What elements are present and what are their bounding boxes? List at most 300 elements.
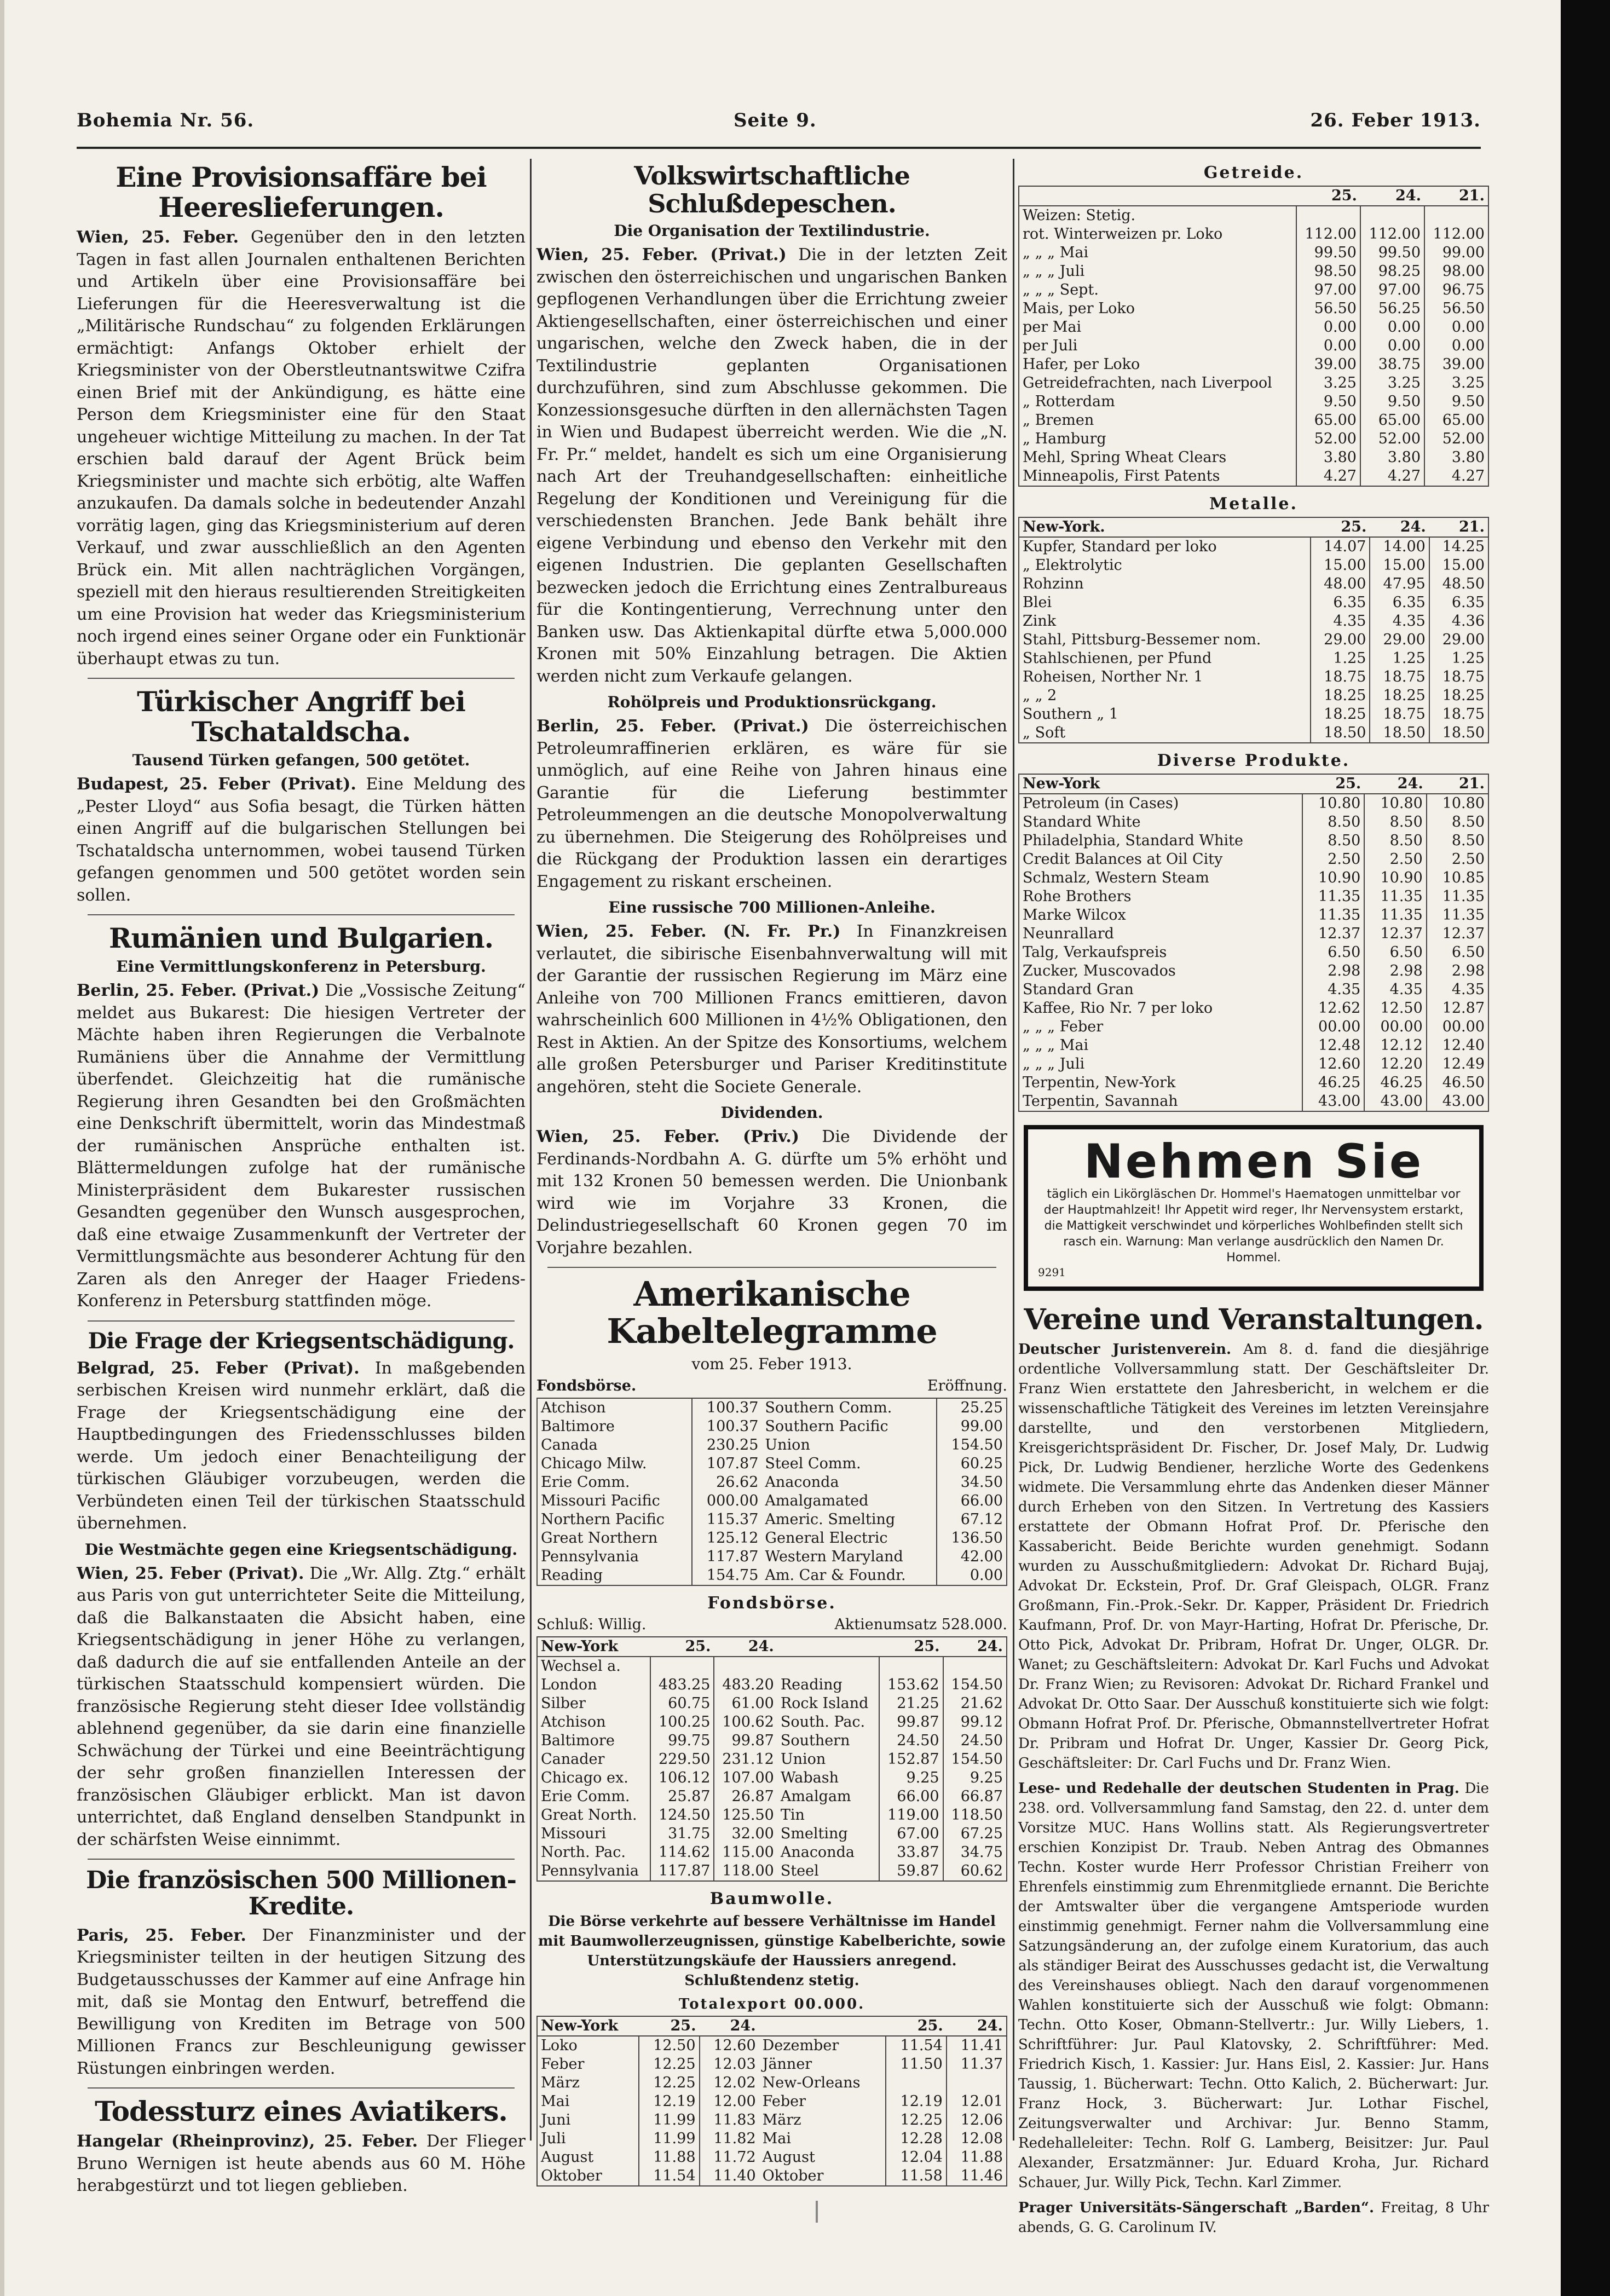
article-body	[77, 1563, 526, 1851]
ad-text: täglich ein Likörgläschen Dr. Hommel's Haematogen unmittelbar vor der Hauptmahlzeit! Ihr Appetit wird reger, Ihr Nervensystem erstarkt, die Mattigkeit verschwindet und körperliches Wohlbefinden stellt sich rasch ein. Warnung: Man verlange ausdrücklich den Namen Dr. Hommel.	[1043, 1187, 1464, 1265]
table-cell: 11.88	[639, 2148, 699, 2167]
table-cell: „ Elektrolytic	[1023, 557, 1122, 574]
table-cell: 12.60	[700, 2036, 759, 2055]
table-cell: South. Pac.	[780, 1713, 865, 1730]
table-row	[538, 2111, 1006, 2130]
table-header-cell	[777, 1637, 879, 1657]
table-row	[538, 1806, 1006, 1825]
table-cell: 61.00	[714, 1694, 777, 1713]
table-row	[1019, 869, 1488, 887]
table-cell: 3.80	[1424, 448, 1488, 467]
table-cell: 24.50	[879, 1732, 943, 1750]
table-row	[538, 1399, 1006, 1417]
table-cell: 11.40	[700, 2167, 759, 2185]
table-cell: 483.20	[714, 1676, 777, 1694]
fonds-table	[538, 1399, 1006, 1585]
table-header-cell: 25.	[1302, 775, 1364, 794]
table-row	[538, 2092, 1006, 2111]
article-subhead: Dividenden.	[720, 1104, 823, 1122]
table-cell	[943, 1657, 1006, 1676]
article-body	[77, 1358, 526, 1535]
table-cell: 21.62	[943, 1694, 1006, 1713]
table-cell: 112.00	[1360, 225, 1424, 244]
table-cell: 153.62	[879, 1676, 943, 1694]
article-subhead: Eine Vermittlungskonferenz in Petersburg.	[116, 957, 486, 976]
fonds2-title: Fondsbörse.	[707, 1593, 836, 1613]
table-header-cell: 24.	[943, 1637, 1006, 1657]
table-cell: 12.06	[947, 2111, 1006, 2130]
diverse-title: Diverse Produkte.	[1157, 751, 1351, 770]
table-row	[1019, 537, 1488, 556]
table-cell: Juli	[541, 2130, 566, 2147]
table-row	[538, 1548, 1006, 1566]
table-cell: 25.87	[650, 1787, 714, 1806]
table-row	[1019, 850, 1488, 869]
table-header-row	[538, 1637, 1006, 1657]
table-cell: Neunrallard	[1023, 925, 1114, 942]
table-cell: Steel Comm.	[765, 1455, 861, 1472]
table-cell: 38.75	[1360, 355, 1424, 374]
table-cell	[777, 1657, 879, 1676]
table-cell: Southern Pacific	[765, 1417, 888, 1435]
table-cell: Smelting	[780, 1825, 848, 1842]
hommel-advertisement	[1024, 1125, 1484, 1291]
table-row	[1019, 962, 1488, 980]
table-cell: 8.50	[1427, 832, 1488, 850]
article-text: Gegenüber den in den letzten Tagen in fast allen Journalen enthaltenen Berichten und Artikeln über eine Provisionsaffäre bei Lieferungen für die Heeresverwaltung ist die „Militärische Rundschau“ zu folgenden Erklärungen ermächtigt: Anfangs Oktober erhielt der Kriegsminister von der Oberstleutnantswitwe Czifra einen Brief mit der Ankündigung, es hätte eine Person dem Kriegsminister eine für den Staat ungeheuer wichtige Mitteilung zu machen. In der Tat erschien bald darauf der Agent Brück beim Kriegsminister und machte sich erbötig, alte Waffen anzukaufen. Da damals solche in bedeutender Anzahl vorrätig lagen, ging das Kriegsministerium auf deren Verkauf, und zwar ausschließlich an den Agenten Brück ein. Mit allen nachträglichen Vorgängen, speziell mit den hieraus resultierenden Streitigkeiten um eine Provision hat weder das Kriegsministerium noch irgend eines seiner Organe oder ein Funktionär überhaupt etwas zu tun.	[77, 228, 526, 668]
table-cell: 11.72	[700, 2148, 759, 2167]
table-cell: Americ. Smelting	[765, 1510, 896, 1528]
table-cell: 26.62	[692, 1473, 761, 1492]
table-row	[1019, 448, 1488, 467]
table-row	[538, 1676, 1006, 1694]
article-subhead: Eine russische 700 Millionen-Anleihe.	[608, 898, 936, 917]
fonds2-stub	[536, 1616, 1007, 1633]
table-cell: 98.00	[1424, 262, 1488, 281]
table-cell: 52.00	[1360, 430, 1424, 448]
table-cell: Juni	[541, 2111, 571, 2128]
article-dateline: Berlin, 25. Feber. (Privat.)	[77, 981, 320, 1000]
table-cell: 56.50	[1424, 299, 1488, 318]
table-cell: 18.25	[1370, 687, 1429, 705]
table-row	[538, 1510, 1006, 1529]
column-1	[77, 159, 526, 2196]
ad-number: 9291	[1038, 1266, 1066, 1279]
table-cell: Jänner	[762, 2055, 812, 2073]
table-row	[1019, 355, 1488, 374]
table-cell: 14.00	[1370, 537, 1429, 556]
table-cell: 18.75	[1370, 668, 1429, 687]
table-row	[1019, 943, 1488, 962]
table-header-row	[1019, 187, 1488, 206]
table-cell: August	[541, 2148, 594, 2166]
table-row	[1019, 724, 1488, 742]
table-row	[1019, 556, 1488, 575]
article-text: Der Flieger Bruno Wernigen ist heute abends aus 60 M. Höhe herabgestürzt und tot liegen geblieben.	[77, 2132, 526, 2196]
table-cell: Pennsylvania	[541, 1548, 639, 1565]
table-cell: 12.60	[1302, 1055, 1364, 1074]
table-cell: Loko	[541, 2037, 578, 2054]
table-cell: 0.00	[1296, 337, 1360, 355]
table-cell: 2.98	[1427, 962, 1488, 980]
table-cell: 10.90	[1302, 869, 1364, 887]
table-cell: 4.35	[1302, 980, 1364, 999]
schluss-label: Schluß: Willig.	[536, 1616, 647, 1633]
table-cell: 8.50	[1427, 813, 1488, 832]
table-cell: Kupfer, Standard per loko	[1023, 538, 1217, 555]
table-cell: 18.50	[1370, 724, 1429, 742]
table-row	[538, 1417, 1006, 1436]
table-cell: 9.25	[879, 1769, 943, 1787]
table-cell: Rohzinn	[1023, 575, 1084, 592]
table-row	[1019, 649, 1488, 668]
column-rule-1	[530, 159, 532, 2141]
table-cell: Tin	[780, 1806, 805, 1824]
page-number: Seite 9.	[734, 109, 817, 131]
table-cell: 231.12	[714, 1750, 777, 1769]
table-cell: 100.62	[714, 1713, 777, 1732]
table-cell: 2.98	[1302, 962, 1364, 980]
table-header-cell: 25.	[1311, 518, 1370, 537]
table-cell: „ „ 2	[1023, 687, 1057, 704]
article-text: Die österreichischen Petroleumraffinerien erklären, es wäre für sie unmöglich, auf eine Reihe von Jahren hinaus eine Garantie für die Lieferung bestimmter Petroleummengen an die deutsche Monopolverwaltung zu übernehmen. Die Steigerung des Rohölpreises und die Rückgang der Produktion lassen ein derartiges Engagement zu riskant erscheinen.	[536, 717, 1008, 891]
table-cell: 34.75	[943, 1843, 1006, 1862]
table-cell: 32.00	[714, 1825, 777, 1843]
table-row	[538, 1750, 1006, 1769]
article-headline: Eine Provisionsaffäre bei Heereslieferungen.	[116, 161, 487, 223]
table-cell: 12.00	[700, 2092, 759, 2111]
table-cell: Baltimore	[541, 1417, 615, 1435]
cotton-table-box	[536, 2016, 1007, 2187]
table-cell: Marke Wilcox	[1023, 907, 1126, 924]
table-cell: 0.00	[1360, 337, 1424, 355]
table-cell: 117.87	[650, 1862, 714, 1880]
table-row	[1019, 244, 1488, 262]
table-cell: 11.54	[639, 2167, 699, 2185]
metalle-table	[1019, 518, 1488, 742]
table-cell: 11.35	[1364, 887, 1426, 906]
article-body	[77, 1925, 526, 2080]
table-row	[1019, 687, 1488, 705]
table-row	[538, 2167, 1006, 2185]
cotton-table	[538, 2017, 1006, 2185]
table-cell: 125.12	[692, 1529, 761, 1548]
article-text: In maßgebenden serbischen Kreisen wird nunmehr erklärt, daß die Frage der Kriegsentschädigung eine der Hauptbedingungen des Friedensschlusses bilden werde. Um jedoch einer Benachteiligung der türkischen Gläubiger vorzubeugen, werden die Verbündeten einen Teil der türkischen Staatsschuld übernehmen.	[77, 1358, 526, 1533]
table-row	[1019, 318, 1488, 337]
table-cell: 0.00	[1296, 318, 1360, 337]
article-body	[77, 2131, 526, 2197]
table-cell: 100.37	[692, 1417, 761, 1436]
table-cell	[879, 1657, 943, 1676]
table-cell: 56.25	[1360, 299, 1424, 318]
table-cell: 115.00	[714, 1843, 777, 1862]
table-cell: 99.00	[937, 1417, 1006, 1436]
table-cell: 56.50	[1296, 299, 1360, 318]
table-cell: 48.00	[1311, 575, 1370, 593]
table-cell: 107.00	[714, 1769, 777, 1787]
article-headline: Türkischer Angriff bei Tschataldscha.	[137, 685, 465, 748]
table-cell: 11.50	[886, 2055, 946, 2074]
table-cell: Wechsel a.	[541, 1657, 621, 1675]
table-row	[1019, 1055, 1488, 1074]
table-cell: 10.85	[1427, 869, 1488, 887]
table-row	[1019, 813, 1488, 832]
table-row	[1019, 225, 1488, 244]
article-500-millionen	[77, 1867, 526, 2080]
table-cell: „ „ „ Mai	[1023, 244, 1089, 261]
article-text: Die in der letzten Zeit zwischen den österreichischen und ungarischen Banken gepflogenen Verhandlungen über die Errichtung zweier Aktiengesellschaften, einer österreichischen und einer ungarischen, welche den Zweck haben, die in der Textilindustrie geplanten Organisationen durchzuführen, sind zum Abschlusse gekommen. Die Konzessionsgesuche dürften in den allernächsten Tagen in Wien und Budapest überreicht werden. Wie die „N. Fr. Pr.“ meldet, handelt es sich um eine Organisierung nach Art der Treuhandgesellschaften: einheitliche Regelung der Konditionen und Vereinigung für die verschiedensten Branchen. Jede Bank behält ihre eigene Verbindung und ebenso den Verkehr mit den eigenen Industrien. Die geplanten Gesellschaften bezwecken jedoch die Errichtung eines Zentralbureaus für die Kontingentierung, Verrechnung unter den Banken usw. Das Aktienkapital dürfte etwa 5,000.000 Kronen mit 50% Einzahlung betragen. Die Aktien werden nicht zum Verkaufe gelangen.	[536, 245, 1007, 686]
table-cell: 65.00	[1424, 411, 1488, 430]
table-cell: Am. Car & Foundr.	[765, 1566, 906, 1584]
table-row	[1019, 1018, 1488, 1036]
table-row	[1019, 980, 1488, 999]
table-row	[1019, 467, 1488, 486]
table-cell: 14.25	[1429, 537, 1488, 556]
table-row	[1019, 593, 1488, 612]
table-cell: 97.00	[1360, 281, 1424, 299]
table-cell: „ Rotterdam	[1023, 393, 1115, 410]
table-row	[538, 2130, 1006, 2148]
table-cell: 12.62	[1302, 999, 1364, 1018]
table-header-cell: 25.	[1296, 187, 1360, 206]
table-cell: Canader	[541, 1750, 605, 1768]
table-cell: 29.00	[1370, 631, 1429, 649]
table-cell: 18.75	[1311, 668, 1370, 687]
table-cell: August	[762, 2148, 815, 2166]
table-row	[1019, 262, 1488, 281]
table-header-cell	[1019, 187, 1296, 206]
table-cell: 12.08	[947, 2130, 1006, 2148]
table-cell: 6.50	[1364, 943, 1426, 962]
table-cell: Anaconda	[780, 1843, 855, 1861]
metalle-title: Metalle.	[1209, 494, 1298, 514]
table-cell: 00.00	[1427, 1018, 1488, 1036]
article-body	[77, 774, 526, 907]
table-cell: rot. Winterweizen pr. Loko	[1023, 226, 1223, 243]
table-cell: 114.62	[650, 1843, 714, 1862]
table-cell: 12.12	[1364, 1036, 1426, 1055]
table-cell: 4.35	[1427, 980, 1488, 999]
table-row	[1019, 299, 1488, 318]
table-cell: „ Hamburg	[1023, 430, 1106, 447]
table-cell: 12.37	[1427, 925, 1488, 943]
table-cell: „ „ „ Mai	[1023, 1037, 1089, 1054]
table-header-cell	[759, 2017, 886, 2036]
column-2	[536, 159, 1008, 2184]
table-row	[1019, 575, 1488, 593]
table-cell: Atchison	[541, 1399, 606, 1416]
table-cell: Baltimore	[541, 1732, 615, 1749]
table-cell: 66.87	[943, 1787, 1006, 1806]
cable-date: vom 25. Feber 1913.	[691, 1354, 852, 1373]
table-cell: „ „ „ Juli	[1023, 263, 1085, 280]
table-header-cell: 24.	[700, 2017, 759, 2036]
table-row	[538, 2148, 1006, 2167]
table-cell: 46.25	[1302, 1074, 1364, 1092]
table-cell: Zucker, Muscovados	[1023, 962, 1176, 979]
table-cell: „ „ „ Feber	[1023, 1018, 1104, 1035]
table-cell: 4.35	[1370, 612, 1429, 631]
table-cell: Union	[780, 1750, 826, 1768]
table-header-cell: New-York	[1019, 775, 1302, 794]
cable-headline: Amerikanische Kabeltelegramme	[607, 1274, 937, 1352]
table-cell: Getreidefrachten, nach Liverpool	[1023, 374, 1272, 391]
table-cell: 00.00	[1364, 1018, 1426, 1036]
table-row	[538, 1862, 1006, 1880]
table-cell: Rock Island	[780, 1694, 869, 1712]
article-dateline: Wien, 25. Feber. (Privat.)	[536, 245, 787, 265]
table-cell: 6.35	[1429, 593, 1488, 612]
article-headline: Vereine und Veranstaltungen.	[1024, 1303, 1484, 1337]
table-cell: 125.50	[714, 1806, 777, 1825]
table-cell: 1.25	[1429, 649, 1488, 668]
table-cell	[1424, 206, 1488, 225]
scan-border-right	[1561, 0, 1610, 2296]
table-cell: 60.25	[937, 1455, 1006, 1473]
table-cell: Roheisen, Norther Nr. 1	[1023, 668, 1203, 685]
table-cell: 10.80	[1302, 794, 1364, 813]
article-body	[77, 980, 526, 1313]
article-vereine	[1018, 1304, 1489, 2237]
fonds-label: Fondsbörse.	[536, 1377, 637, 1394]
table-cell: 18.25	[1429, 687, 1488, 705]
table-cell: 11.35	[1427, 906, 1488, 925]
table-cell: Standard Gran	[1023, 981, 1134, 998]
article-headline: Die französischen 500 Millionen-Kredite.	[86, 1866, 516, 1921]
table-cell: 52.00	[1424, 430, 1488, 448]
table-cell: 99.87	[714, 1732, 777, 1750]
article-dateline: Paris, 25. Feber.	[77, 1925, 246, 1945]
table-cell: Blei	[1023, 594, 1052, 611]
table-cell: 11.37	[947, 2055, 1006, 2074]
table-cell: Amalgam	[780, 1787, 851, 1805]
table-cell: 25.25	[937, 1399, 1006, 1417]
table-cell: Amalgamated	[765, 1492, 869, 1509]
table-cell: „ Soft	[1023, 724, 1066, 741]
table-cell: Mai	[762, 2130, 792, 2147]
table-cell: Wabash	[780, 1769, 839, 1786]
masthead-rule	[77, 147, 1481, 149]
metalle-table-box	[1018, 517, 1489, 743]
fonds-table-box	[536, 1398, 1007, 1586]
table-cell: 60.62	[943, 1862, 1006, 1880]
table-cell: 1.25	[1311, 649, 1370, 668]
table-cell: 11.46	[947, 2167, 1006, 2185]
article-separator	[88, 914, 515, 915]
table-cell: 11.41	[947, 2036, 1006, 2055]
table-cell: 12.19	[886, 2092, 946, 2111]
table-header-cell: New-York.	[1019, 518, 1311, 537]
table-cell: 12.04	[886, 2148, 946, 2167]
table-cell: Minneapolis, First Patents	[1023, 468, 1220, 484]
table-header-row	[538, 2017, 1006, 2036]
table-cell: 43.00	[1364, 1092, 1426, 1111]
table-cell: Stahlschienen, per Pfund	[1023, 650, 1212, 667]
issue-date: 26. Feber 1913.	[1310, 109, 1481, 131]
table-cell: Terpentin, New-York	[1023, 1074, 1176, 1091]
article-body	[1018, 2198, 1489, 2237]
table-cell: 118.50	[943, 1806, 1006, 1825]
table-cell: 4.27	[1360, 467, 1424, 486]
article-kriegsentschaedigung	[77, 1329, 526, 1851]
table-cell: 115.37	[692, 1510, 761, 1529]
table-cell: 112.00	[1296, 225, 1360, 244]
table-cell: 3.80	[1296, 448, 1360, 467]
table-cell: 10.90	[1364, 869, 1426, 887]
table-cell: 2.50	[1302, 850, 1364, 869]
table-cell: 26.87	[714, 1787, 777, 1806]
table-row	[1019, 999, 1488, 1018]
table-cell: Kaffee, Rio Nr. 7 per loko	[1023, 1000, 1213, 1017]
table-cell: 66.00	[937, 1492, 1006, 1510]
cable-telegrams	[536, 1276, 1007, 2186]
table-header-cell: 25.	[639, 2017, 699, 2036]
table-row	[538, 1713, 1006, 1732]
table-cell: Union	[765, 1436, 810, 1453]
table-cell	[1360, 206, 1424, 225]
export-label: Totalexport 00.000.	[678, 1995, 865, 2012]
article-dateline: Wien, 25. Feber. (Priv.)	[536, 1127, 799, 1147]
article-text: Freitag, 8 Uhr abends, G. G. Carolinum IV.	[1018, 2200, 1490, 2236]
article-dateline: Belgrad, 25. Feber (Privat).	[77, 1358, 360, 1378]
table-cell: 39.00	[1424, 355, 1488, 374]
table-cell: Feber	[541, 2055, 585, 2073]
table-header-cell: 25.	[886, 2017, 946, 2036]
table-cell: 12.02	[700, 2074, 759, 2092]
table-cell: 12.01	[947, 2092, 1006, 2111]
table-cell: 29.00	[1311, 631, 1370, 649]
table-cell: London	[541, 1676, 597, 1693]
table-cell: 43.00	[1302, 1092, 1364, 1111]
table-cell: 48.50	[1429, 575, 1488, 593]
table-cell: 100.37	[692, 1399, 761, 1417]
table-cell: 12.50	[1364, 999, 1426, 1018]
table-cell: Atchison	[541, 1713, 606, 1730]
table-row	[538, 1529, 1006, 1548]
table-cell: 11.35	[1302, 906, 1364, 925]
article-headline: Todessturz eines Aviatikers.	[95, 2095, 507, 2128]
table-cell: „ „ „ Juli	[1023, 1055, 1085, 1072]
table-cell: 8.50	[1302, 832, 1364, 850]
table-cell: 4.27	[1296, 467, 1360, 486]
article-lead: Deutscher Juristenverein.	[1018, 1341, 1232, 1358]
table-cell: 98.50	[1296, 262, 1360, 281]
table-cell: Stahl, Pittsburg-Bessemer nom.	[1023, 631, 1261, 648]
table-cell: 12.37	[1364, 925, 1426, 943]
table-row	[1019, 612, 1488, 631]
table-cell: 99.00	[1424, 244, 1488, 262]
table-cell: 9.50	[1360, 393, 1424, 411]
table-cell: 18.75	[1429, 668, 1488, 687]
table-row	[538, 2036, 1006, 2055]
table-cell: Hafer, per Loko	[1023, 356, 1140, 373]
article-body	[1018, 1340, 1489, 1773]
table-cell: 000.00	[692, 1492, 761, 1510]
table-cell: „ Bremen	[1023, 412, 1094, 429]
table-cell	[650, 1657, 714, 1676]
table-cell: 8.50	[1302, 813, 1364, 832]
table-cell: 12.48	[1302, 1036, 1364, 1055]
table-cell: 3.25	[1424, 374, 1488, 393]
table-row	[538, 1787, 1006, 1806]
table-row	[538, 1492, 1006, 1510]
table-cell: 12.25	[639, 2055, 699, 2074]
table-cell: 60.75	[650, 1694, 714, 1713]
table-cell	[886, 2074, 946, 2092]
column-3	[1018, 159, 1490, 2236]
article-separator	[88, 1320, 515, 1322]
article-separator	[88, 2087, 515, 2089]
